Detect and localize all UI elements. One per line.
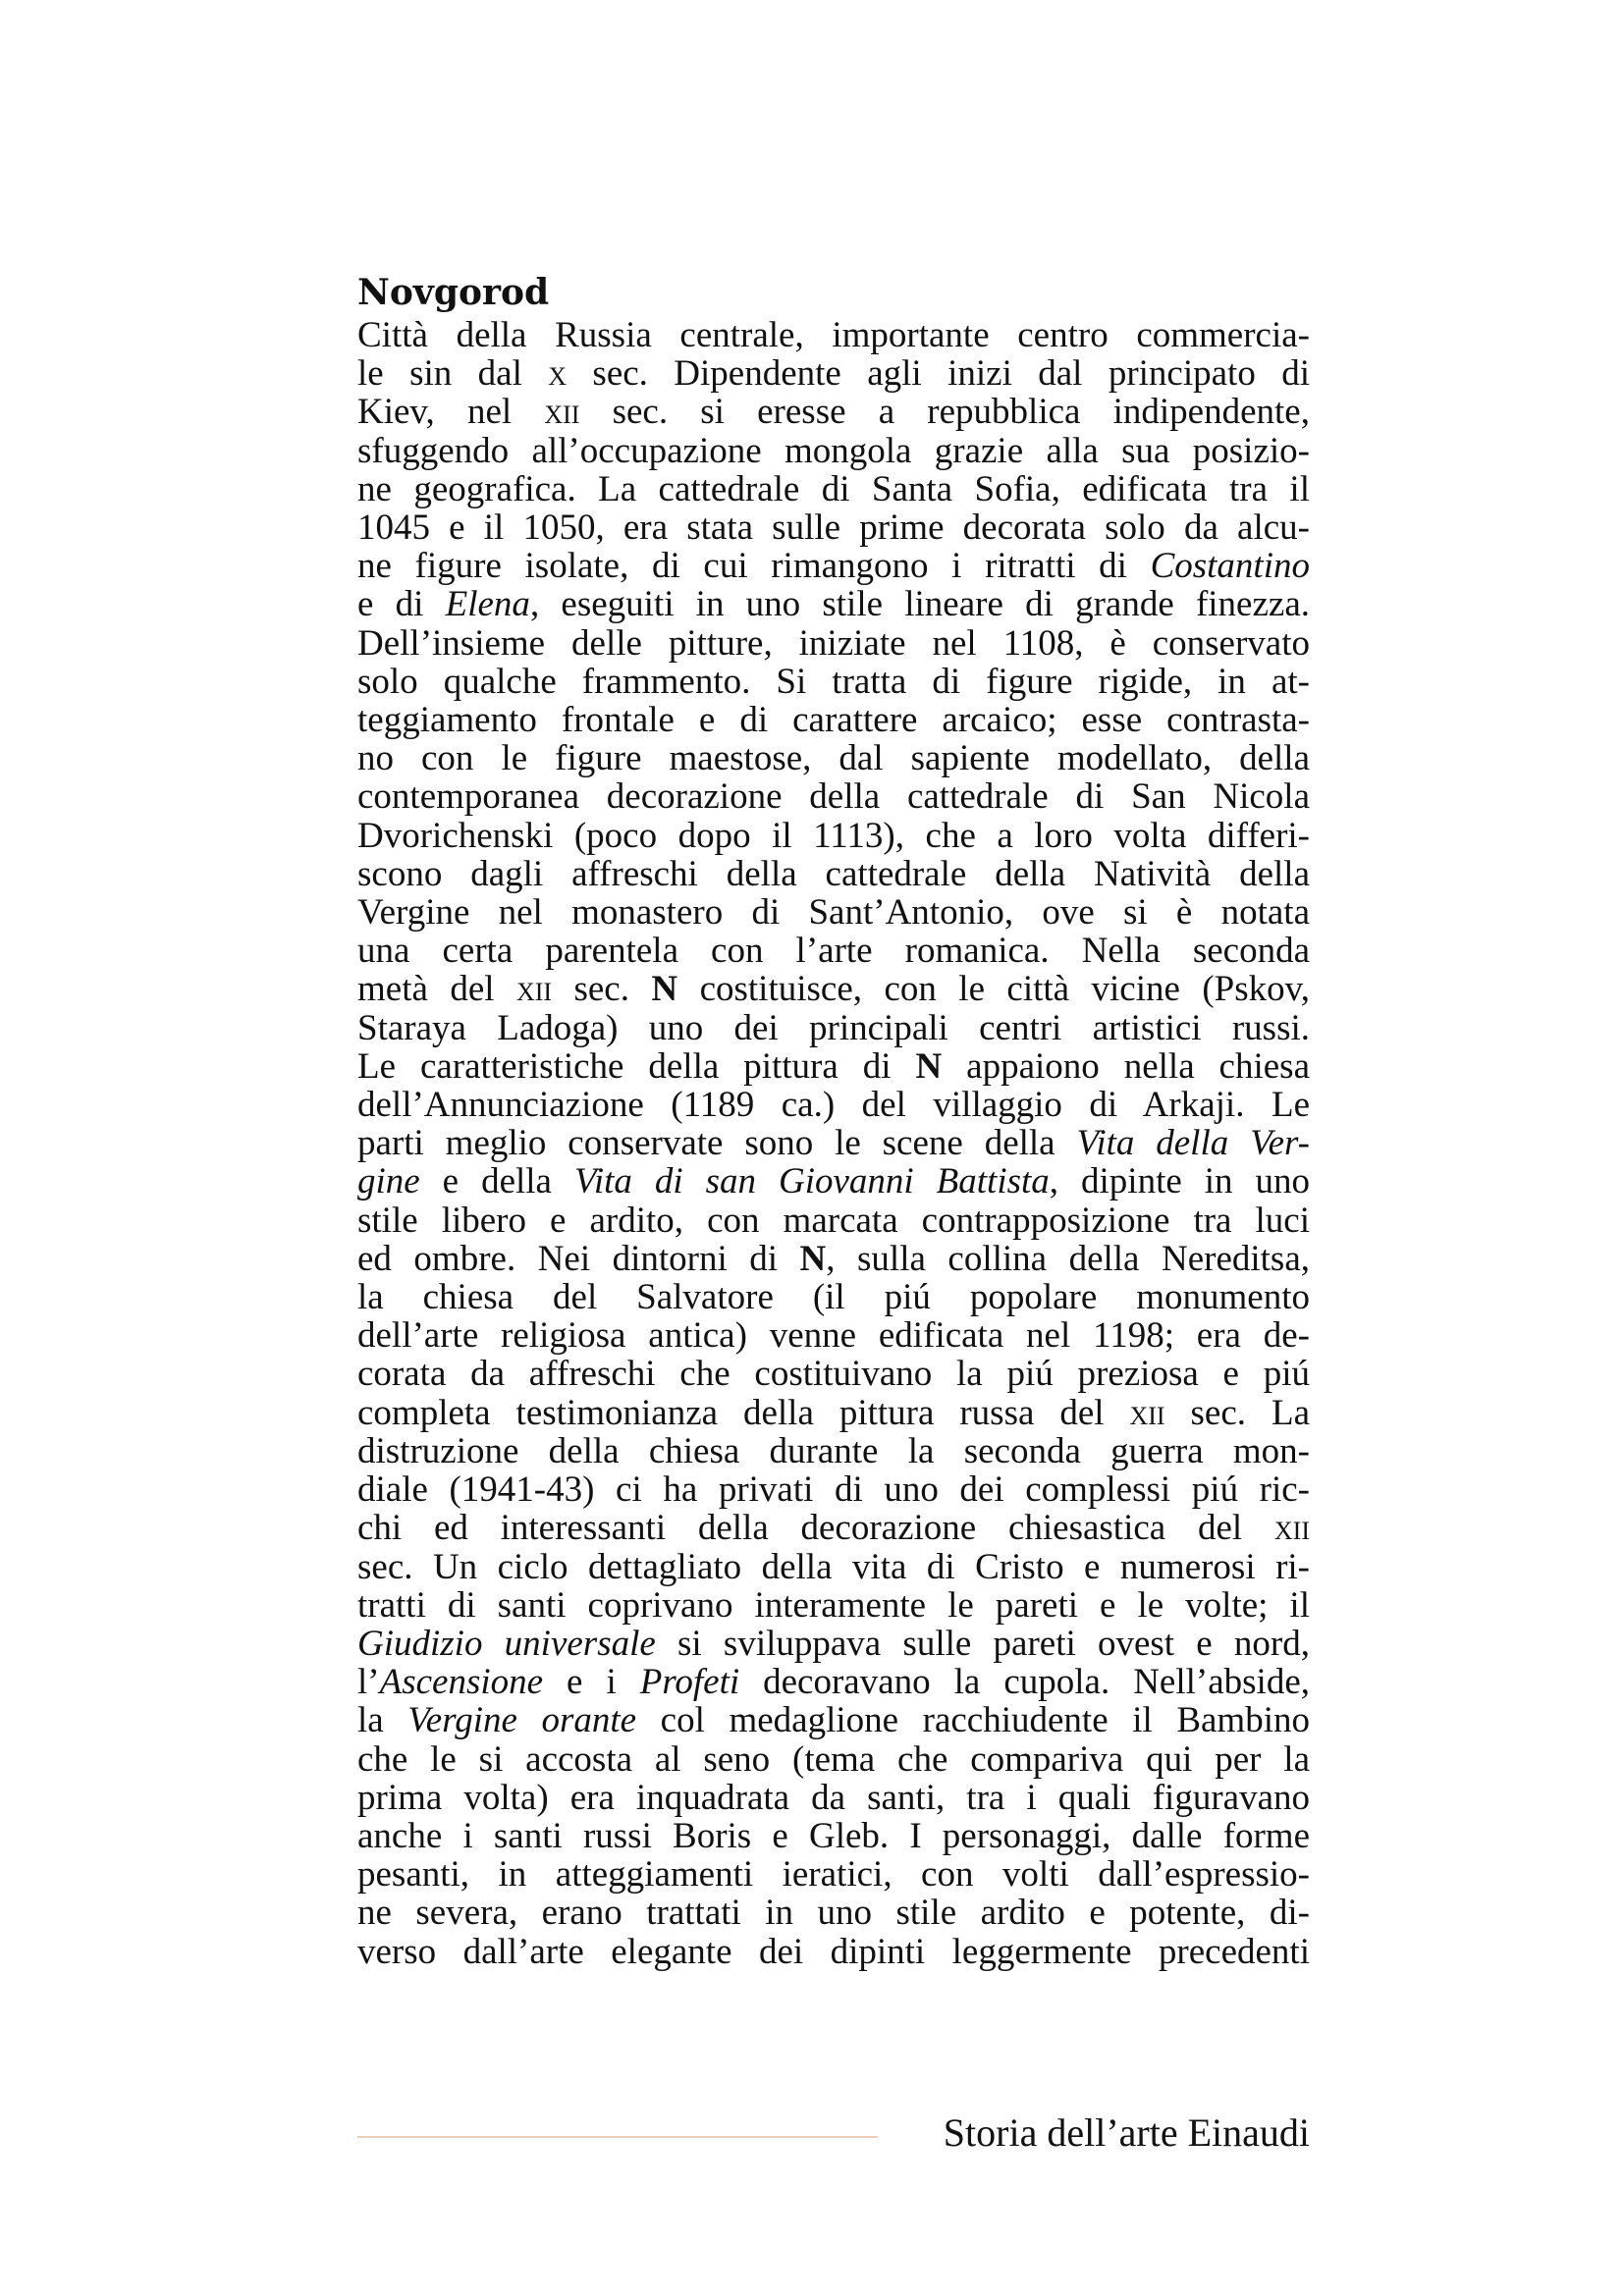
entry-body-line: che le si accosta al seno (tema che compariva qui per la — [357, 1738, 1310, 1780]
entry-body-line: ne severa, erano trattati in uno stile ardito e potente, di- — [357, 1893, 1310, 1934]
entry-body-line: metà del xii sec. N costituisce, con le città vicine (Pskov, — [357, 969, 1311, 1010]
entry-body — [357, 316, 1310, 1971]
entry-body-line: teggiamento frontale e di carattere arcaico; esse contrasta- — [357, 700, 1310, 741]
entry-body-line: la chiesa del Salvatore (il piú popolare monumento — [357, 1277, 1310, 1318]
entry-body-line: ed ombre. Nei dintorni di N, sulla collina della Nereditsa, — [357, 1238, 1310, 1279]
entry-body-line: la Vergine orante col medaglione racchiudente il Bambino — [357, 1700, 1310, 1741]
entry-body-line: Vergine nel monastero di Sant’Antonio, ove si è notata — [357, 892, 1310, 934]
entry-body-line: pesanti, in atteggiamenti ieratici, con volti dall’espressio- — [357, 1854, 1310, 1896]
entry-body-line: dell’arte religiosa antica) venne edificata nel 1198; era de- — [357, 1315, 1310, 1357]
entry-body-line: tratti di santi coprivano interamente le pareti e le volte; il — [357, 1584, 1310, 1626]
entry-body-line: ne geografica. La cattedrale di Santa Sofia, edificata tra il — [357, 468, 1310, 509]
entry-body-line: distruzione della chiesa durante la seconda guerra mon- — [357, 1430, 1310, 1471]
entry-body-line: 1045 e il 1050, era stata sulle prime decorata solo da alcu- — [357, 507, 1310, 549]
entry-body-line: Staraya Ladoga) uno dei principali centri artistici russi. — [357, 1007, 1310, 1048]
entry-body-line: ne figure isolate, di cui rimangono i ritratti di Costantino — [357, 546, 1310, 587]
entry-body-line: sfuggendo all’occupazione mongola grazie alla sua posizio- — [357, 430, 1310, 471]
entry-body-line: scono dagli affreschi della cattedrale della Natività della — [357, 853, 1310, 894]
entry-body-line: prima volta) era inquadrata da santi, tra i quali figuravano — [357, 1777, 1310, 1818]
entry-title: Novgorod — [357, 272, 550, 313]
entry-body-line: Dell’insieme delle pitture, iniziate nel 1108, è conservato — [357, 622, 1310, 664]
entry-body-line: parti meglio conservate sono le scene della Vita della Ver- — [357, 1123, 1310, 1164]
entry-body-line: una certa parentela con l’arte romanica. Nella seconda — [357, 931, 1310, 972]
entry-body-line: diale (1941-43) ci ha privati di uno dei complessi piú ric- — [357, 1469, 1310, 1511]
entry-body-line: Le caratteristiche della pittura di N appaiono nella chiesa — [357, 1045, 1310, 1087]
entry-body-line: chi ed interessanti della decorazione chiesastica del xii — [357, 1508, 1310, 1549]
footer-series-title: Storia dell’arte Einaudi — [943, 2110, 1310, 2155]
entry-body-line: Giudizio universale si sviluppava sulle pareti ovest e nord, — [357, 1623, 1310, 1664]
entry-body-line: solo qualche frammento. Si tratta di figure rigide, in at- — [357, 661, 1310, 702]
entry-body-line: corata da affreschi che costituivano la piú preziosa e piú — [357, 1354, 1310, 1395]
entry-body-line: Città della Russia centrale, importante centro commercia- — [357, 315, 1310, 355]
entry-body-line: anche i santi russi Boris e Gleb. I personaggi, dalle forme — [357, 1815, 1310, 1856]
entry-body-line: no con le figure maestose, dal sapiente modellato, della — [357, 738, 1310, 779]
entry-body-line: l’Ascensione e i Profeti decoravano la cupola. Nell’abside, — [357, 1662, 1310, 1703]
entry-body-line: contemporanea decorazione della cattedrale di San Nicola — [357, 776, 1310, 818]
entry-body-line: le sin dal x sec. Dipendente agli inizi dal principato di — [357, 353, 1310, 395]
entry-body-line: verso dall’arte elegante dei dipinti leggermente precedenti — [357, 1931, 1310, 1972]
entry-body-line: dell’Annunciazione (1189 ca.) del villaggio di Arkaji. Le — [357, 1085, 1310, 1126]
entry-body-line: gine e della Vita di san Giovanni Battista, dipinte in uno — [357, 1161, 1311, 1202]
entry-body-line: Kiev, nel xii sec. si eresse a repubblica indipendente, — [357, 392, 1310, 433]
footer-rule — [357, 2136, 878, 2138]
entry-body-line: completa testimonianza della pittura russa del xii sec. La — [357, 1392, 1310, 1433]
entry-body-line: sec. Un ciclo dettagliato della vita di Cristo e numerosi ri- — [357, 1546, 1310, 1587]
entry-body-line: stile libero e ardito, con marcata contrapposizione tra luci — [357, 1200, 1310, 1241]
page-footer — [357, 2109, 1310, 2158]
entry-body-line: e di Elena, eseguiti in uno stile lineare di grande finezza. — [357, 584, 1310, 625]
encyclopedia-entry — [357, 271, 1310, 1971]
entry-body-line: Dvorichenski (poco dopo il 1113), che a loro volta differi- — [357, 815, 1310, 856]
